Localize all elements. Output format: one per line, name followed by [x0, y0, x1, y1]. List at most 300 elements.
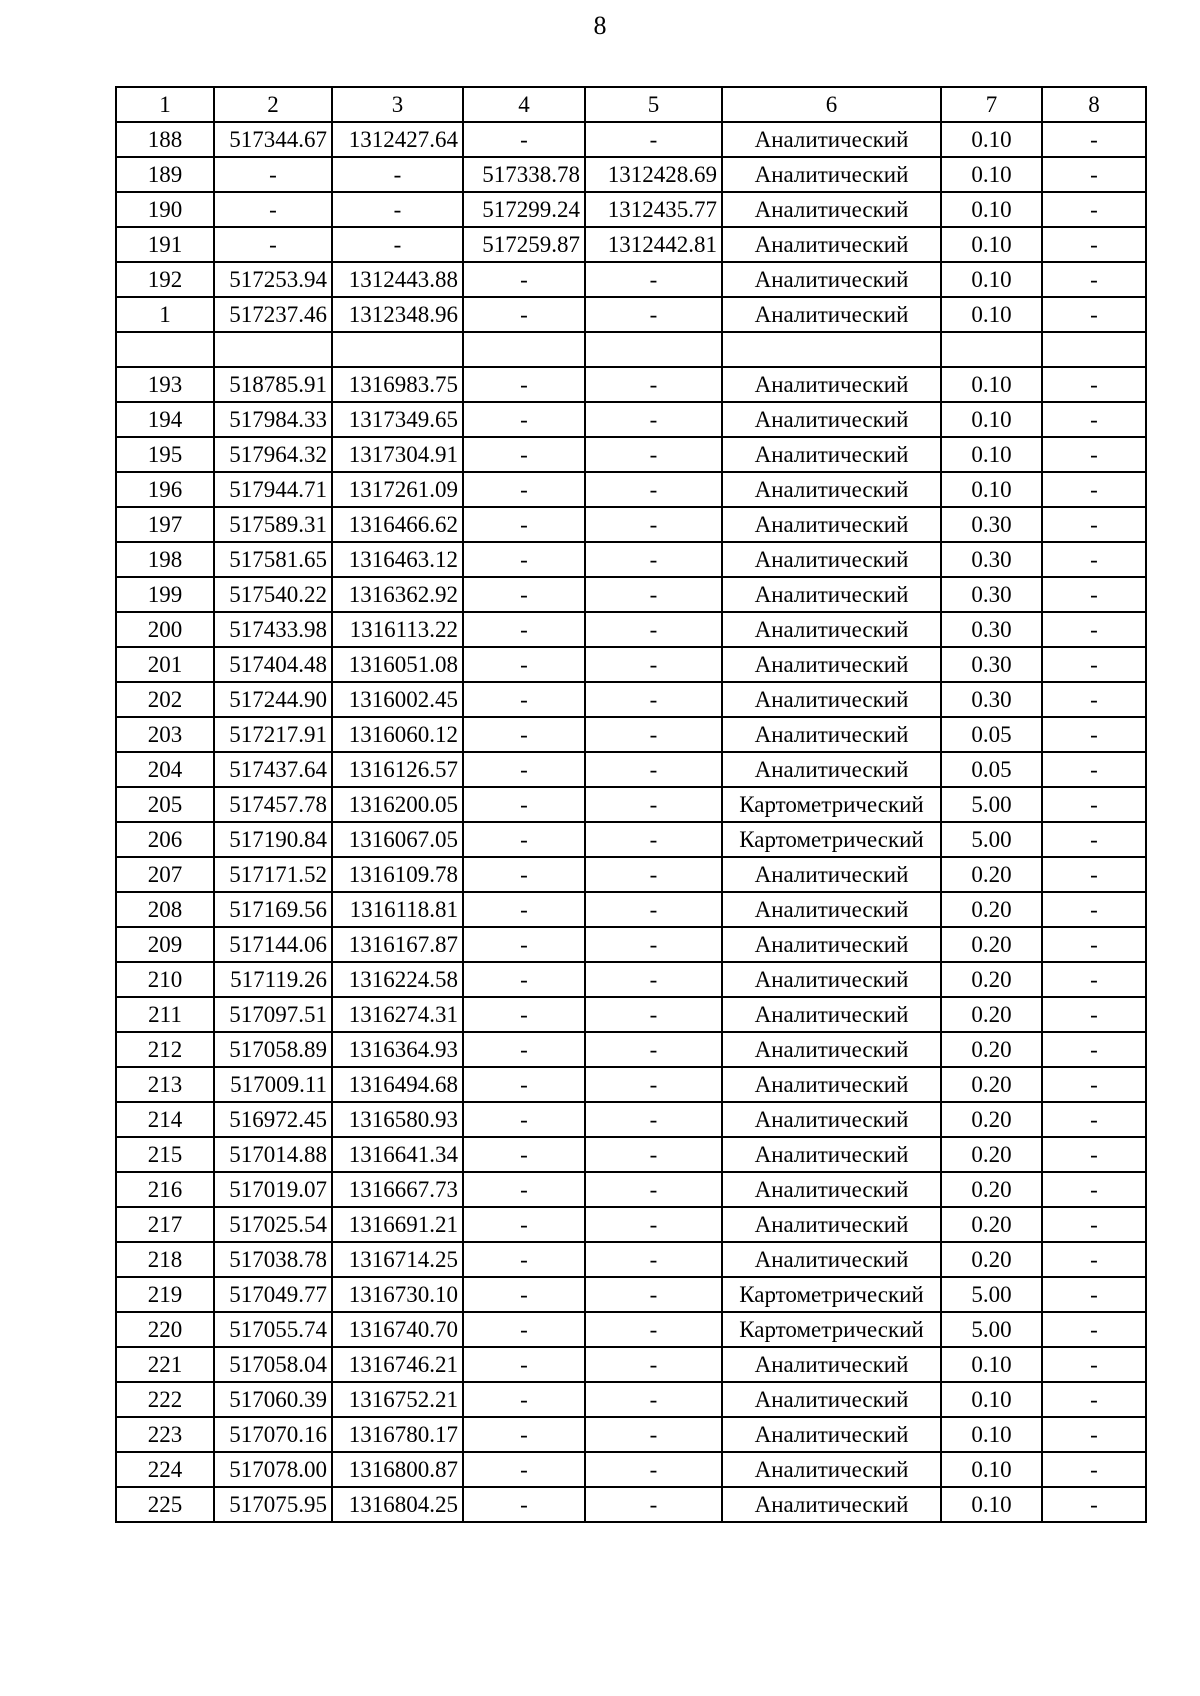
table-body: [116, 122, 1146, 1522]
y-new-coordinate-cell: -: [585, 297, 722, 332]
point-number-cell: 198: [116, 542, 214, 577]
point-number-cell: 224: [116, 1452, 214, 1487]
point-number-cell: 190: [116, 192, 214, 227]
point-number-cell: 206: [116, 822, 214, 857]
accuracy-cell: 5.00: [941, 1277, 1042, 1312]
y-coordinate-cell: [332, 332, 463, 367]
y-new-coordinate-cell: -: [585, 437, 722, 472]
y-coordinate-cell: 1316714.25: [332, 1242, 463, 1277]
table-row: [116, 227, 1146, 262]
method-cell: Аналитический: [722, 507, 941, 542]
point-number-cell: 215: [116, 1137, 214, 1172]
table-row: [116, 157, 1146, 192]
accuracy-cell: 0.20: [941, 892, 1042, 927]
x-coordinate-cell: 517589.31: [214, 507, 332, 542]
description-cell: -: [1042, 612, 1146, 647]
description-cell: -: [1042, 1207, 1146, 1242]
x-new-coordinate-cell: -: [463, 612, 585, 647]
point-number-cell: 199: [116, 577, 214, 612]
x-new-coordinate-cell: -: [463, 682, 585, 717]
column-header: 1: [116, 87, 214, 122]
y-coordinate-cell: 1316691.21: [332, 1207, 463, 1242]
x-new-coordinate-cell: -: [463, 367, 585, 402]
y-coordinate-cell: 1316730.10: [332, 1277, 463, 1312]
x-new-coordinate-cell: -: [463, 1207, 585, 1242]
y-new-coordinate-cell: -: [585, 577, 722, 612]
y-new-coordinate-cell: -: [585, 1312, 722, 1347]
table-row: [116, 1242, 1146, 1277]
table-row: [116, 1277, 1146, 1312]
description-cell: -: [1042, 1487, 1146, 1522]
table-row: [116, 402, 1146, 437]
accuracy-cell: 0.20: [941, 1242, 1042, 1277]
description-cell: -: [1042, 857, 1146, 892]
y-coordinate-cell: 1316466.62: [332, 507, 463, 542]
method-cell: Аналитический: [722, 717, 941, 752]
y-coordinate-cell: 1316051.08: [332, 647, 463, 682]
y-coordinate-cell: 1316494.68: [332, 1067, 463, 1102]
y-new-coordinate-cell: -: [585, 1137, 722, 1172]
x-new-coordinate-cell: -: [463, 1382, 585, 1417]
y-coordinate-cell: 1312348.96: [332, 297, 463, 332]
y-coordinate-cell: 1316580.93: [332, 1102, 463, 1137]
method-cell: Картометрический: [722, 787, 941, 822]
x-coordinate-cell: 517433.98: [214, 612, 332, 647]
point-number-cell: 1: [116, 297, 214, 332]
table-row: [116, 752, 1146, 787]
point-number-cell: 197: [116, 507, 214, 542]
method-cell: Аналитический: [722, 1417, 941, 1452]
y-coordinate-cell: 1316667.73: [332, 1172, 463, 1207]
description-cell: -: [1042, 1417, 1146, 1452]
x-coordinate-cell: 517055.74: [214, 1312, 332, 1347]
table-row: [116, 542, 1146, 577]
method-cell: Аналитический: [722, 577, 941, 612]
accuracy-cell: 0.20: [941, 997, 1042, 1032]
point-number-cell: 211: [116, 997, 214, 1032]
accuracy-cell: 0.20: [941, 1067, 1042, 1102]
method-cell: Картометрический: [722, 1277, 941, 1312]
x-coordinate-cell: 517019.07: [214, 1172, 332, 1207]
x-new-coordinate-cell: -: [463, 507, 585, 542]
description-cell: -: [1042, 892, 1146, 927]
table-row: [116, 857, 1146, 892]
y-coordinate-cell: 1316109.78: [332, 857, 463, 892]
x-new-coordinate-cell: -: [463, 262, 585, 297]
method-cell: Аналитический: [722, 857, 941, 892]
accuracy-cell: 0.10: [941, 402, 1042, 437]
description-cell: -: [1042, 647, 1146, 682]
y-new-coordinate-cell: [585, 332, 722, 367]
x-new-coordinate-cell: -: [463, 647, 585, 682]
accuracy-cell: 0.10: [941, 1417, 1042, 1452]
description-cell: -: [1042, 122, 1146, 157]
x-new-coordinate-cell: -: [463, 1067, 585, 1102]
y-new-coordinate-cell: -: [585, 542, 722, 577]
accuracy-cell: 0.05: [941, 717, 1042, 752]
column-header: 8: [1042, 87, 1146, 122]
y-coordinate-cell: 1316746.21: [332, 1347, 463, 1382]
accuracy-cell: 0.20: [941, 857, 1042, 892]
description-cell: -: [1042, 1242, 1146, 1277]
description-cell: -: [1042, 1347, 1146, 1382]
y-new-coordinate-cell: -: [585, 507, 722, 542]
method-cell: Аналитический: [722, 1207, 941, 1242]
table-header-row: [116, 87, 1146, 122]
y-coordinate-cell: -: [332, 192, 463, 227]
point-number-cell: 210: [116, 962, 214, 997]
method-cell: Аналитический: [722, 1452, 941, 1487]
x-coordinate-cell: 517437.64: [214, 752, 332, 787]
point-number-cell: 217: [116, 1207, 214, 1242]
method-cell: Аналитический: [722, 157, 941, 192]
description-cell: -: [1042, 1102, 1146, 1137]
description-cell: -: [1042, 1277, 1146, 1312]
table-row: [116, 437, 1146, 472]
x-coordinate-cell: 517058.04: [214, 1347, 332, 1382]
x-new-coordinate-cell: -: [463, 1347, 585, 1382]
y-coordinate-cell: 1317261.09: [332, 472, 463, 507]
description-cell: -: [1042, 962, 1146, 997]
x-coordinate-cell: 517190.84: [214, 822, 332, 857]
x-coordinate-cell: 517404.48: [214, 647, 332, 682]
x-new-coordinate-cell: -: [463, 122, 585, 157]
accuracy-cell: 0.20: [941, 927, 1042, 962]
y-coordinate-cell: 1316804.25: [332, 1487, 463, 1522]
description-cell: -: [1042, 822, 1146, 857]
table-row: [116, 507, 1146, 542]
x-new-coordinate-cell: -: [463, 542, 585, 577]
description-cell: -: [1042, 367, 1146, 402]
y-coordinate-cell: 1316983.75: [332, 367, 463, 402]
y-coordinate-cell: 1316800.87: [332, 1452, 463, 1487]
table-row: [116, 1137, 1146, 1172]
x-new-coordinate-cell: -: [463, 1312, 585, 1347]
page-number: 8: [593, 11, 607, 40]
description-cell: -: [1042, 157, 1146, 192]
description-cell: -: [1042, 1137, 1146, 1172]
x-coordinate-cell: 517049.77: [214, 1277, 332, 1312]
point-number-cell: 196: [116, 472, 214, 507]
point-number-cell: 195: [116, 437, 214, 472]
y-new-coordinate-cell: -: [585, 752, 722, 787]
y-new-coordinate-cell: -: [585, 1382, 722, 1417]
point-number-cell: 200: [116, 612, 214, 647]
x-coordinate-cell: 517014.88: [214, 1137, 332, 1172]
y-coordinate-cell: 1317304.91: [332, 437, 463, 472]
x-new-coordinate-cell: -: [463, 1032, 585, 1067]
description-cell: -: [1042, 1032, 1146, 1067]
y-coordinate-cell: 1316067.05: [332, 822, 463, 857]
description-cell: -: [1042, 192, 1146, 227]
accuracy-cell: 0.30: [941, 542, 1042, 577]
y-coordinate-cell: 1316113.22: [332, 612, 463, 647]
y-new-coordinate-cell: -: [585, 1032, 722, 1067]
y-coordinate-cell: 1316463.12: [332, 542, 463, 577]
point-number-cell: 205: [116, 787, 214, 822]
method-cell: Аналитический: [722, 262, 941, 297]
method-cell: Аналитический: [722, 542, 941, 577]
accuracy-cell: 0.10: [941, 122, 1042, 157]
description-cell: -: [1042, 577, 1146, 612]
point-number-cell: [116, 332, 214, 367]
accuracy-cell: 0.10: [941, 192, 1042, 227]
accuracy-cell: 0.10: [941, 1347, 1042, 1382]
point-number-cell: 225: [116, 1487, 214, 1522]
accuracy-cell: 0.10: [941, 262, 1042, 297]
table-row: [116, 1312, 1146, 1347]
x-coordinate-cell: 517078.00: [214, 1452, 332, 1487]
y-new-coordinate-cell: -: [585, 1102, 722, 1137]
table-row: [116, 262, 1146, 297]
y-coordinate-cell: 1317349.65: [332, 402, 463, 437]
y-coordinate-cell: 1316200.05: [332, 787, 463, 822]
x-new-coordinate-cell: -: [463, 1172, 585, 1207]
y-coordinate-cell: 1316060.12: [332, 717, 463, 752]
accuracy-cell: 0.30: [941, 647, 1042, 682]
method-cell: Аналитический: [722, 1347, 941, 1382]
method-cell: Аналитический: [722, 752, 941, 787]
table-row: [116, 682, 1146, 717]
point-number-cell: 209: [116, 927, 214, 962]
y-new-coordinate-cell: -: [585, 1067, 722, 1102]
point-number-cell: 222: [116, 1382, 214, 1417]
y-new-coordinate-cell: 1312435.77: [585, 192, 722, 227]
point-number-cell: 201: [116, 647, 214, 682]
x-coordinate-cell: -: [214, 157, 332, 192]
column-header: 3: [332, 87, 463, 122]
x-new-coordinate-cell: -: [463, 1242, 585, 1277]
method-cell: Аналитический: [722, 367, 941, 402]
accuracy-cell: 0.20: [941, 1172, 1042, 1207]
point-number-cell: 194: [116, 402, 214, 437]
x-coordinate-cell: 517058.89: [214, 1032, 332, 1067]
y-new-coordinate-cell: -: [585, 857, 722, 892]
method-cell: Аналитический: [722, 647, 941, 682]
method-cell: Аналитический: [722, 892, 941, 927]
method-cell: Аналитический: [722, 1382, 941, 1417]
point-number-cell: 192: [116, 262, 214, 297]
x-coordinate-cell: 517217.91: [214, 717, 332, 752]
y-new-coordinate-cell: 1312428.69: [585, 157, 722, 192]
x-new-coordinate-cell: -: [463, 1277, 585, 1312]
description-cell: -: [1042, 997, 1146, 1032]
x-coordinate-cell: 517009.11: [214, 1067, 332, 1102]
y-new-coordinate-cell: -: [585, 1452, 722, 1487]
method-cell: Аналитический: [722, 612, 941, 647]
description-cell: -: [1042, 472, 1146, 507]
method-cell: Аналитический: [722, 192, 941, 227]
y-new-coordinate-cell: -: [585, 647, 722, 682]
table-row: [116, 1067, 1146, 1102]
x-new-coordinate-cell: -: [463, 787, 585, 822]
x-coordinate-cell: 517344.67: [214, 122, 332, 157]
accuracy-cell: 0.05: [941, 752, 1042, 787]
table-row: [116, 332, 1146, 367]
y-new-coordinate-cell: -: [585, 682, 722, 717]
method-cell: Аналитический: [722, 1102, 941, 1137]
y-coordinate-cell: 1312443.88: [332, 262, 463, 297]
x-new-coordinate-cell: -: [463, 402, 585, 437]
point-number-cell: 207: [116, 857, 214, 892]
accuracy-cell: 0.20: [941, 1137, 1042, 1172]
y-coordinate-cell: 1316274.31: [332, 997, 463, 1032]
accuracy-cell: 0.30: [941, 682, 1042, 717]
point-number-cell: 214: [116, 1102, 214, 1137]
y-new-coordinate-cell: -: [585, 822, 722, 857]
x-coordinate-cell: 517060.39: [214, 1382, 332, 1417]
table-row: [116, 612, 1146, 647]
method-cell: Аналитический: [722, 437, 941, 472]
description-cell: -: [1042, 262, 1146, 297]
point-number-cell: 191: [116, 227, 214, 262]
table-row: [116, 577, 1146, 612]
column-header: 2: [214, 87, 332, 122]
y-new-coordinate-cell: -: [585, 472, 722, 507]
point-number-cell: 193: [116, 367, 214, 402]
x-new-coordinate-cell: -: [463, 822, 585, 857]
column-header: 7: [941, 87, 1042, 122]
x-coordinate-cell: 517119.26: [214, 962, 332, 997]
table-row: [116, 367, 1146, 402]
x-coordinate-cell: 516972.45: [214, 1102, 332, 1137]
y-new-coordinate-cell: -: [585, 612, 722, 647]
x-new-coordinate-cell: -: [463, 1452, 585, 1487]
method-cell: Аналитический: [722, 1067, 941, 1102]
accuracy-cell: 0.20: [941, 1207, 1042, 1242]
method-cell: Аналитический: [722, 682, 941, 717]
x-coordinate-cell: 517169.56: [214, 892, 332, 927]
x-new-coordinate-cell: -: [463, 997, 585, 1032]
point-number-cell: 204: [116, 752, 214, 787]
x-new-coordinate-cell: -: [463, 857, 585, 892]
y-new-coordinate-cell: -: [585, 1242, 722, 1277]
x-new-coordinate-cell: -: [463, 1102, 585, 1137]
x-coordinate-cell: [214, 332, 332, 367]
accuracy-cell: 0.10: [941, 1487, 1042, 1522]
accuracy-cell: 0.10: [941, 1452, 1042, 1487]
y-new-coordinate-cell: -: [585, 1417, 722, 1452]
coordinates-table: [115, 86, 1147, 1523]
y-new-coordinate-cell: -: [585, 402, 722, 437]
y-coordinate-cell: -: [332, 227, 463, 262]
accuracy-cell: 0.20: [941, 1032, 1042, 1067]
table-row: [116, 192, 1146, 227]
table-row: [116, 962, 1146, 997]
method-cell: Аналитический: [722, 1137, 941, 1172]
accuracy-cell: 0.10: [941, 297, 1042, 332]
x-coordinate-cell: 517075.95: [214, 1487, 332, 1522]
point-number-cell: 189: [116, 157, 214, 192]
y-new-coordinate-cell: -: [585, 787, 722, 822]
y-coordinate-cell: 1316641.34: [332, 1137, 463, 1172]
table-row: [116, 927, 1146, 962]
accuracy-cell: 0.10: [941, 1382, 1042, 1417]
y-coordinate-cell: 1312427.64: [332, 122, 463, 157]
y-coordinate-cell: 1316126.57: [332, 752, 463, 787]
y-new-coordinate-cell: -: [585, 927, 722, 962]
description-cell: [1042, 332, 1146, 367]
accuracy-cell: 0.30: [941, 577, 1042, 612]
table-row: [116, 1487, 1146, 1522]
y-coordinate-cell: 1316740.70: [332, 1312, 463, 1347]
accuracy-cell: 0.10: [941, 367, 1042, 402]
x-coordinate-cell: -: [214, 227, 332, 262]
table-row: [116, 1207, 1146, 1242]
y-new-coordinate-cell: -: [585, 1347, 722, 1382]
y-new-coordinate-cell: 1312442.81: [585, 227, 722, 262]
table-row: [116, 472, 1146, 507]
method-cell: [722, 332, 941, 367]
method-cell: Аналитический: [722, 472, 941, 507]
method-cell: Картометрический: [722, 1312, 941, 1347]
description-cell: -: [1042, 402, 1146, 437]
table-row: [116, 1347, 1146, 1382]
method-cell: Аналитический: [722, 962, 941, 997]
point-number-cell: 213: [116, 1067, 214, 1102]
accuracy-cell: 0.10: [941, 227, 1042, 262]
description-cell: -: [1042, 1452, 1146, 1487]
x-new-coordinate-cell: -: [463, 577, 585, 612]
x-coordinate-cell: 518785.91: [214, 367, 332, 402]
accuracy-cell: 0.30: [941, 612, 1042, 647]
description-cell: -: [1042, 1382, 1146, 1417]
description-cell: -: [1042, 1172, 1146, 1207]
table-row: [116, 1172, 1146, 1207]
table-row: [116, 1102, 1146, 1137]
x-new-coordinate-cell: -: [463, 437, 585, 472]
x-new-coordinate-cell: -: [463, 717, 585, 752]
x-coordinate-cell: 517581.65: [214, 542, 332, 577]
accuracy-cell: 0.30: [941, 507, 1042, 542]
point-number-cell: 202: [116, 682, 214, 717]
method-cell: Аналитический: [722, 1032, 941, 1067]
method-cell: Аналитический: [722, 1172, 941, 1207]
x-coordinate-cell: 517171.52: [214, 857, 332, 892]
accuracy-cell: 5.00: [941, 787, 1042, 822]
x-coordinate-cell: -: [214, 192, 332, 227]
point-number-cell: 221: [116, 1347, 214, 1382]
y-coordinate-cell: 1316002.45: [332, 682, 463, 717]
point-number-cell: 219: [116, 1277, 214, 1312]
x-coordinate-cell: 517540.22: [214, 577, 332, 612]
y-new-coordinate-cell: -: [585, 717, 722, 752]
x-coordinate-cell: 517964.32: [214, 437, 332, 472]
description-cell: -: [1042, 542, 1146, 577]
point-number-cell: 220: [116, 1312, 214, 1347]
y-new-coordinate-cell: -: [585, 892, 722, 927]
y-coordinate-cell: 1316118.81: [332, 892, 463, 927]
table-row: [116, 1382, 1146, 1417]
description-cell: -: [1042, 437, 1146, 472]
x-coordinate-cell: 517070.16: [214, 1417, 332, 1452]
y-new-coordinate-cell: -: [585, 1487, 722, 1522]
y-new-coordinate-cell: -: [585, 367, 722, 402]
method-cell: Аналитический: [722, 227, 941, 262]
x-coordinate-cell: 517457.78: [214, 787, 332, 822]
x-coordinate-cell: 517038.78: [214, 1242, 332, 1277]
point-number-cell: 216: [116, 1172, 214, 1207]
accuracy-cell: 0.10: [941, 472, 1042, 507]
x-new-coordinate-cell: -: [463, 297, 585, 332]
point-number-cell: 223: [116, 1417, 214, 1452]
point-number-cell: 188: [116, 122, 214, 157]
description-cell: -: [1042, 717, 1146, 752]
accuracy-cell: 5.00: [941, 1312, 1042, 1347]
x-coordinate-cell: 517253.94: [214, 262, 332, 297]
table-row: [116, 1032, 1146, 1067]
table-row: [116, 297, 1146, 332]
